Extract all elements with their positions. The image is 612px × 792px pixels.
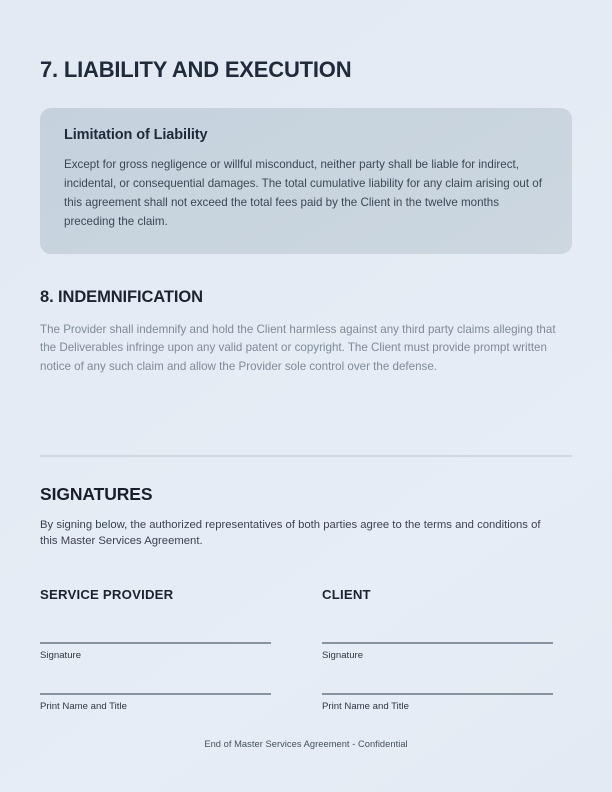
signatures-intro-text: By signing below, the authorized representatives of both parties agree to the terms and conditions of this Master Services Agreement. [40, 519, 541, 548]
section-heading-indemnification: 8. INDEMNIFICATION [40, 287, 203, 306]
signature-line-print-name[interactable] [322, 693, 553, 695]
signature-line-signature[interactable] [40, 642, 271, 644]
print-name-caption: Print Name and Title [322, 700, 409, 712]
section-divider [40, 455, 572, 457]
callout-body-text: Except for gross negligence or willful misconduct, neither party shall be liable for indirect, incidental, or consequential damages. The total cumulative liability for any claim arising out of this agreement shall not exceed the total fees paid by the Client in the twelve months preceding the claim. [64, 158, 542, 228]
callout-title: Limitation of Liability [64, 127, 208, 144]
section-body-indemnification: The Provider shall indemnify and hold the Client harmless against any third party claims alleging that the Deliverables infringe upon any valid patent or copyright. The Client must provide prompt written notice of any such claim and allow the Provider sole control over the defense. [40, 322, 556, 374]
print-name-caption: Print Name and Title [40, 700, 127, 712]
signatures-section [40, 484, 572, 712]
signature-party-label: SERVICE PROVIDER [40, 586, 174, 602]
signatures-heading: SIGNATURES [40, 484, 153, 504]
signature-party-label: CLIENT [322, 586, 371, 602]
page-title: 7. LIABILITY AND EXECUTION [40, 57, 352, 82]
signature-caption: Signature [40, 649, 82, 661]
signature-caption: Signature [322, 649, 364, 661]
signature-block-service-provider [40, 587, 271, 712]
document-footer: End of Master Services Agreement - Confidential [204, 739, 408, 749]
signature-block-client [322, 587, 553, 712]
limitation-of-liability-callout [40, 108, 572, 253]
signature-columns [40, 587, 572, 712]
signature-line-print-name[interactable] [40, 693, 271, 695]
signature-line-signature[interactable] [322, 642, 553, 644]
